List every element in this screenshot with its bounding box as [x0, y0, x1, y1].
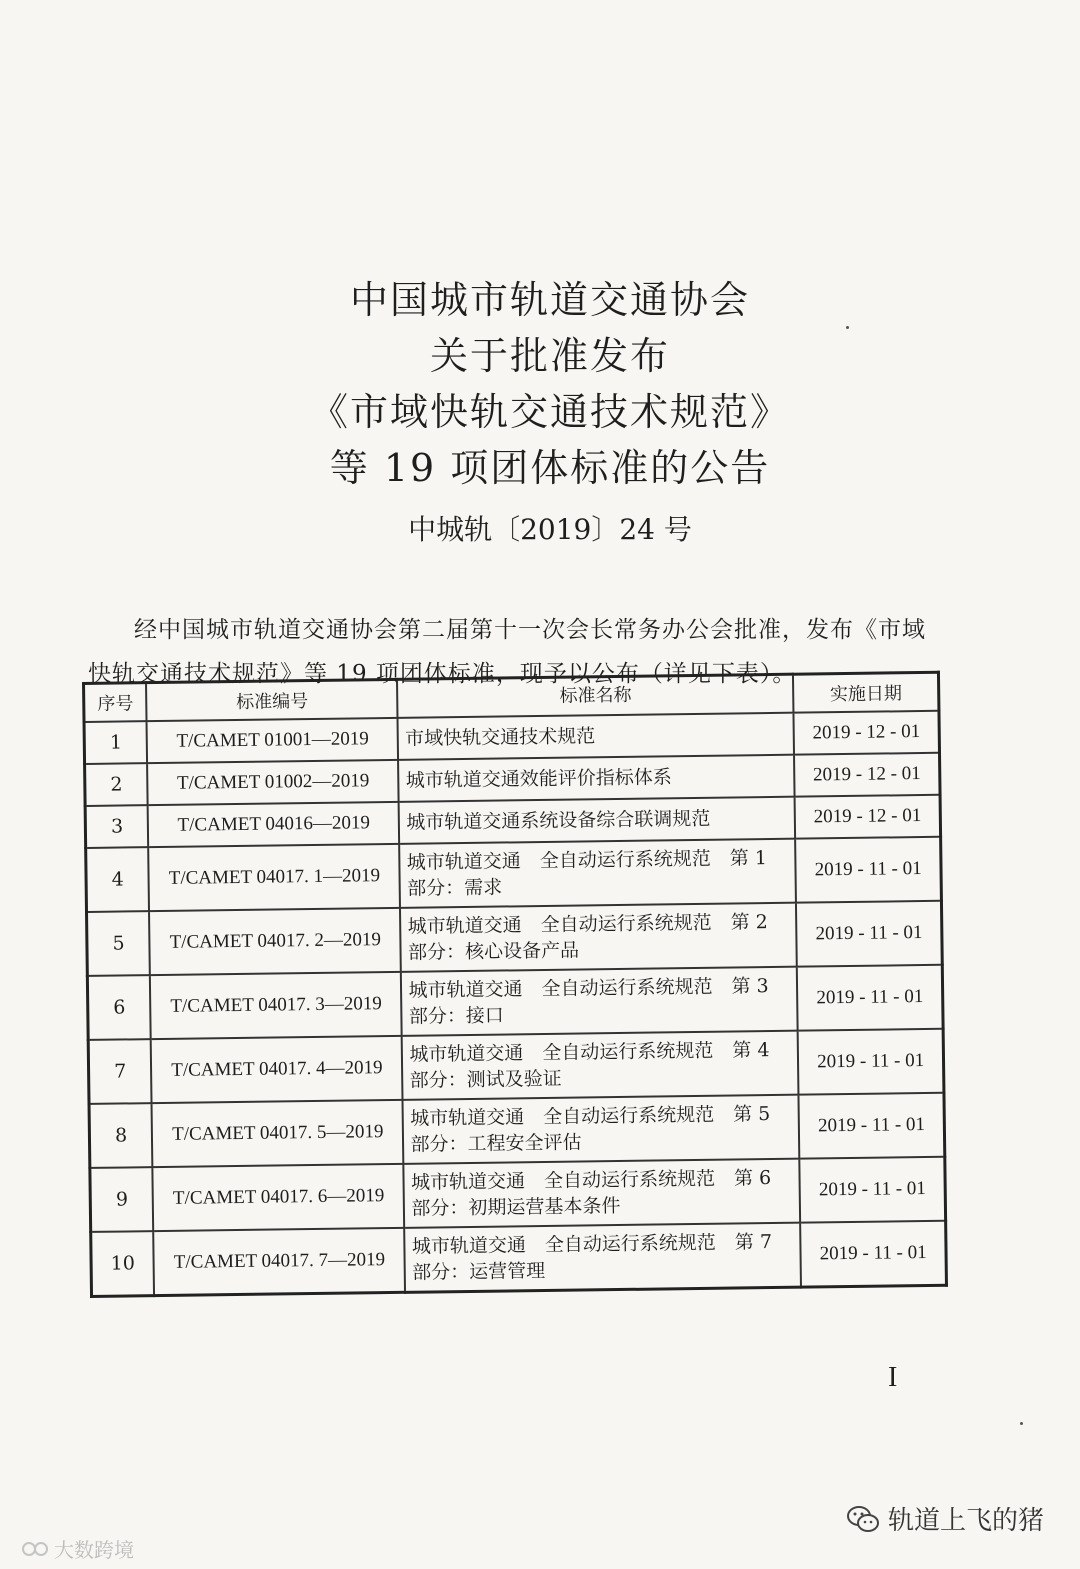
row-standard-code: T/CAMET 04017. 2—2019: [149, 908, 401, 975]
row-serial-no: 7: [88, 1039, 152, 1104]
row-standard-code: T/CAMET 01002—2019: [147, 760, 399, 805]
row-effective-date: 2019 - 11 - 01: [798, 1029, 944, 1095]
row-serial-no: 1: [84, 721, 147, 764]
row-serial-no: 10: [91, 1231, 155, 1296]
row-standard-code: T/CAMET 04017. 6—2019: [153, 1164, 405, 1231]
row-effective-date: 2019 - 11 - 01: [800, 1221, 946, 1287]
row-standard-name: 城市轨道交通 全自动运行系统规范 第 1 部分：需求: [400, 839, 797, 908]
header-serial-no: 序号: [84, 683, 147, 722]
row-serial-no: 5: [87, 911, 151, 976]
announcement-title: [0, 272, 1080, 496]
table-row: [87, 965, 943, 1040]
row-standard-code: T/CAMET 04017. 3—2019: [150, 972, 402, 1039]
watermark-wechat: [846, 1500, 1044, 1537]
table-row: [91, 1221, 947, 1297]
row-effective-date: 2019 - 11 - 01: [797, 965, 943, 1031]
row-effective-date: 2019 - 12 - 01: [795, 795, 941, 839]
row-serial-no: 2: [85, 763, 148, 806]
row-standard-name: 城市轨道交通 全自动运行系统规范 第 5 部分：工程安全评估: [403, 1095, 800, 1164]
scan-speck: [1020, 1422, 1023, 1425]
row-effective-date: 2019 - 12 - 01: [794, 753, 940, 797]
row-standard-code: T/CAMET 04017. 4—2019: [151, 1036, 403, 1103]
document-number: 中城轨〔2019〕24 号: [408, 513, 692, 546]
table-row: [88, 1029, 944, 1104]
row-standard-name: 城市轨道交通 全自动运行系统规范 第 4 部分：测试及验证: [402, 1031, 799, 1100]
brand-logo-icon: [22, 1540, 48, 1558]
header-standard-code: 标准编号: [146, 679, 398, 721]
row-standard-code: T/CAMET 04017. 5—2019: [152, 1100, 404, 1167]
watermark-brand: [22, 1534, 134, 1563]
row-standard-name: 城市轨道交通 全自动运行系统规范 第 6 部分：初期运营基本条件: [404, 1159, 801, 1228]
table-row: [89, 1093, 945, 1168]
title-line: 中国城市轨道交通协会: [349, 278, 750, 322]
watermark-brand-text: 大数跨境: [54, 1538, 134, 1562]
row-effective-date: 2019 - 11 - 01: [796, 901, 942, 967]
row-standard-code: T/CAMET 04017. 1—2019: [148, 844, 400, 911]
title-line: 等 19 项团体标准的公告: [329, 446, 771, 490]
row-standard-code: T/CAMET 04017. 7—2019: [153, 1228, 405, 1296]
table-row: [90, 1157, 946, 1232]
row-effective-date: 2019 - 11 - 01: [795, 837, 941, 903]
row-effective-date: 2019 - 11 - 01: [800, 1157, 946, 1223]
row-serial-no: 6: [87, 975, 151, 1040]
row-serial-no: 9: [90, 1167, 154, 1232]
row-standard-code: T/CAMET 04016—2019: [148, 802, 400, 847]
title-line: 《市域快轨交通技术规范》: [309, 390, 790, 434]
row-standard-name: 城市轨道交通 全自动运行系统规范 第 7 部分：运营管理: [405, 1223, 802, 1293]
scan-speck: [846, 326, 849, 329]
wechat-icon: [846, 1504, 880, 1534]
row-effective-date: 2019 - 12 - 01: [794, 711, 940, 755]
row-standard-name: 城市轨道交通效能评价指标体系: [398, 755, 794, 802]
page-number: I: [888, 1362, 898, 1393]
row-standard-name: 城市轨道交通系统设备综合联调规范: [399, 797, 795, 844]
table-row: [86, 837, 942, 912]
row-effective-date: 2019 - 11 - 01: [799, 1093, 945, 1159]
table-row: [87, 901, 943, 976]
row-serial-no: 8: [89, 1103, 153, 1168]
standards-table: [82, 671, 948, 1298]
header-standard-name: 标准名称: [397, 674, 793, 718]
header-effective-date: 实施日期: [793, 672, 939, 712]
row-standard-code: T/CAMET 01001—2019: [147, 718, 399, 763]
row-serial-no: 4: [86, 847, 150, 912]
intro-paragraph: 经中国城市轨道交通协会第二届第十一次会长常务办公会批准，发布《市域快轨交通技术规范》等 19 项团体标准，现予以公布（详见下表）。: [88, 617, 926, 687]
row-standard-name: 城市轨道交通 全自动运行系统规范 第 2 部分：核心设备产品: [400, 903, 797, 972]
row-standard-name: 市域快轨交通技术规范: [398, 713, 794, 760]
watermark-wechat-text: 轨道上飞的猪: [888, 1506, 1045, 1536]
title-line: 关于批准发布: [429, 334, 670, 378]
row-standard-name: 城市轨道交通 全自动运行系统规范 第 3 部分：接口: [401, 967, 798, 1036]
row-serial-no: 3: [85, 805, 148, 848]
